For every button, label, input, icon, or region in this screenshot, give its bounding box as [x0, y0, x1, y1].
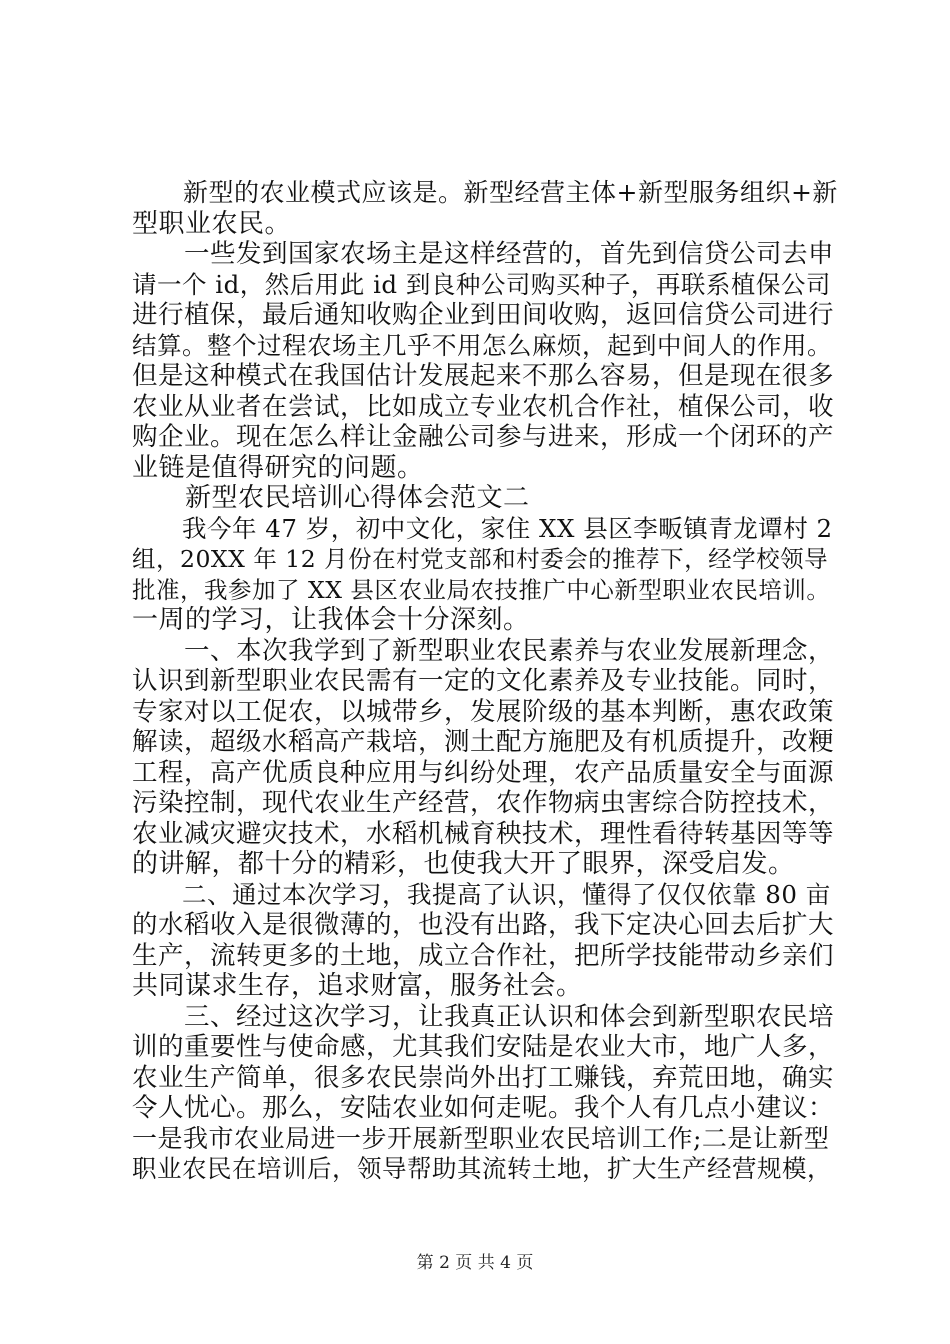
text-line: 污染控制，现代农业生产经营，农作物病虫害综合防控技术， — [132, 788, 835, 818]
text-line: 一是我市农业局进一步开展新型职业农民培训工作;二是让新型 — [132, 1123, 830, 1153]
text-line: 专家对以工促农，以城带乡，发展阶级的基本判断，惠农政策 — [132, 696, 835, 727]
text-line: 但是这种模式在我国估计发展起来不那么容易，但是现在很多 — [132, 361, 835, 391]
text-line: 三、经过这次学习，让我真正认识和体会到新型职农民培 — [132, 1001, 835, 1032]
text-line: 新型的农业模式应该是。新型经营主体+新型服务组织+新 — [132, 178, 838, 207]
text-line: 一些发到国家农场主是这样经营的，首先到信贷公司去申 — [132, 239, 835, 269]
text-line: 结算。整个过程农场主几乎不用怎么麻烦，起到中间人的作用。 — [132, 330, 832, 360]
text-line: 批准，我参加了 XX 县区农业局农技推广中心新型职业农民培训。 — [132, 575, 831, 604]
text-line: 共同谋求生存，追求财富，服务社会。 — [132, 971, 583, 1001]
text-line: 一周的学习，让我体会十分深刻。 — [132, 605, 530, 635]
text-line: 生产，流转更多的土地，成立合作社，把所学技能带动乡亲们 — [132, 940, 835, 971]
text-line: 进行植保，最后通知收购企业到田间收购，返回信贷公司进行 — [132, 300, 835, 330]
text-line: 组，20XX 年 12 月份在村党支部和村委会的推荐下，经学校领导 — [132, 545, 829, 573]
text-line: 二、通过本次学习，我提高了认识，懂得了仅仅依靠 80 亩 — [132, 879, 831, 909]
text-line: 认识到新型职业农民需有一定的文化素养及专业技能。同时， — [132, 666, 835, 696]
text-line: 的讲解，都十分的精彩，也使我大开了眼界，深受启发。 — [132, 849, 795, 879]
text-line: 训的重要性与使命感，尤其我们安陆是农业大市，地广人多， — [132, 1032, 835, 1062]
text-line: 型职业农民。 — [132, 208, 292, 239]
page-footer: 第 2 页 共 4 页 — [416, 1253, 534, 1273]
text-line: 工程，高产优质良种应用与纠纷处理，农产品质量安全与面源 — [132, 757, 835, 788]
text-line: 请一个 id，然后用此 id 到良种公司购买种子，再联系植保公司 — [132, 269, 831, 299]
text-line: 的水稻收入是很微薄的，也没有出路，我下定决心回去后扩大 — [132, 910, 835, 940]
text-line: 购企业。现在怎么样让金融公司参与进来，形成一个闭环的产 — [132, 422, 835, 452]
text-line: 农业从业者在尝试，比如成立专业农机合作社，植保公司，收 — [132, 391, 835, 422]
text-line: 农业减灾避灾技术，水稻机械育秧技术，理性看待转基因等等 — [132, 818, 835, 849]
text-line: 令人忧心。那么，安陆农业如何走呢。我个人有几点小建议： — [132, 1093, 835, 1123]
text-line: 职业农民在培训后，领导帮助其流转土地，扩大生产经营规模， — [132, 1154, 832, 1183]
text-line: 业链是值得研究的问题。 — [132, 452, 424, 483]
text-line: 农业生产简单，很多农民崇尚外出打工赚钱，弃荒田地，确实 — [132, 1062, 835, 1093]
text-line: 一、本次我学到了新型职业农民素养与农业发展新理念， — [132, 635, 835, 666]
text-line: 我今年 47 岁，初中文化，家住 XX 县区李畈镇青龙谭村 2 — [132, 513, 833, 543]
text-line: 解读，超级水稻高产栽培，测土配方施肥及有机质提升，改粳 — [132, 727, 835, 757]
section-heading: 新型农民培训心得体会范文二 — [132, 483, 530, 513]
